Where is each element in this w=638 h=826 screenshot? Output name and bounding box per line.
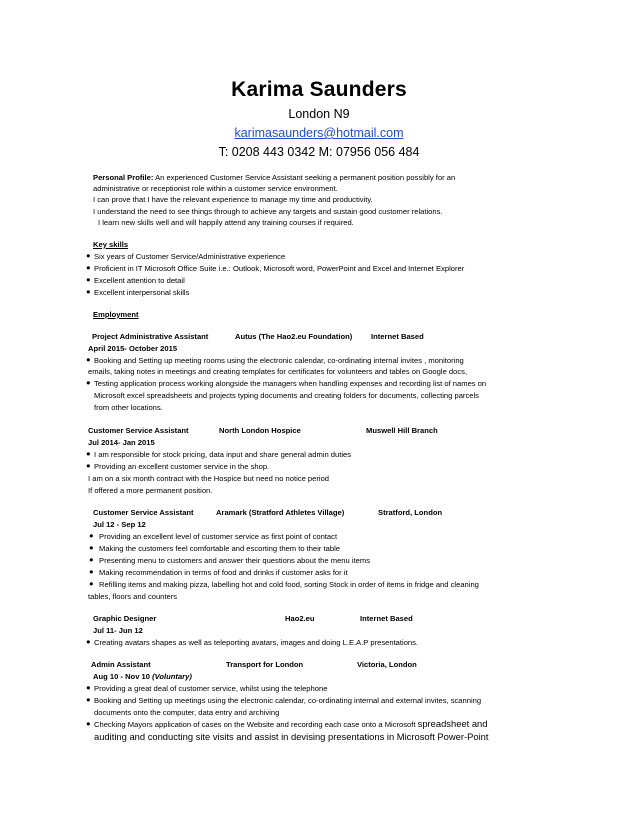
profile-line-3: I can prove that I have the relevant experience to manage my time and productivity.: [93, 195, 373, 204]
bullet-icon: ●: [86, 287, 91, 296]
job-duty-line: Booking and Setting up meetings using the electronic calendar, co-ordinating internal and external invites, scanning: [94, 696, 482, 705]
profile-line-5: I learn new skills well and will happily attend any training courses if required.: [98, 218, 354, 227]
employment-heading: Employment: [93, 310, 139, 319]
job-duty-line: Making the customers feel comfortable and escorting them to their table: [99, 544, 341, 553]
phone-numbers: T: 0208 443 0342 M: 07956 056 484: [218, 145, 420, 159]
job-dates: Jul 12 - Sep 12: [93, 520, 146, 529]
job-employer: Autus (The Hao2.eu Foundation): [235, 332, 353, 341]
skill-item: Six years of Customer Service/Administrative experience: [94, 252, 286, 261]
candidate-name: Karima Saunders: [231, 78, 407, 101]
candidate-location: London N9: [288, 107, 350, 121]
job-duty-line: documents onto the computer, data entry and archiving: [94, 708, 280, 717]
bullet-icon: ●: [86, 378, 91, 387]
bullet-icon: ●: [86, 719, 91, 728]
job-dates: April 2015- October 2015: [88, 344, 178, 353]
job-duty-line: Providing an excellent customer service in the shop.: [94, 462, 270, 471]
job-duty-line: I am responsible for stock pricing, data input and share general admin duties: [94, 450, 352, 459]
job-duty-line: Making recommendation in terms of food and drinks if customer asks for it: [99, 568, 348, 577]
bullet-icon: ●: [86, 449, 91, 458]
job-title: Admin Assistant: [91, 660, 151, 669]
job-duty-line: Booking and Setting up meeting rooms using the electronic calendar, co-ordinating internal invites , monitoring: [94, 356, 464, 365]
bullet-icon: ●: [86, 355, 91, 364]
job-location: Internet Based: [360, 614, 413, 623]
job-duty-line: emails, taking notes in meetings and creating templates for certificates for volunteers and tables on Google docs,: [88, 367, 468, 376]
key-skills-heading: Key skills: [93, 240, 129, 249]
job-employer: North London Hospice: [219, 426, 301, 435]
job-duty-line: from other locations.: [94, 403, 163, 412]
bullet-icon: ●: [89, 555, 94, 564]
bullet-icon: ●: [86, 263, 91, 272]
skill-item: Excellent attention to detail: [94, 276, 185, 285]
bullet-icon: ●: [86, 251, 91, 260]
job-location: Internet Based: [371, 332, 424, 341]
job-duty-line: tables, floors and counters: [88, 592, 178, 601]
job-duty-line: If offered a more permanent position.: [88, 486, 213, 495]
bullet-icon: ●: [86, 695, 91, 704]
job-dates: Jul 2014- Jan 2015: [88, 438, 155, 447]
skill-item: Proficient in IT Microsoft Office Suite i.e.: Outlook, Microsoft word, PowerPoint and Excel and Internet Explorer: [94, 264, 465, 273]
job-duty-line-large: spreadsheet and: [417, 718, 488, 729]
bullet-icon: ●: [86, 461, 91, 470]
job-title: Customer Service Assistant: [93, 508, 194, 517]
job-duty-line: Providing an excellent level of customer service as first point of contact: [99, 532, 338, 541]
job-dates: [93, 672, 192, 682]
job-title: Graphic Designer: [93, 614, 157, 623]
profile-text-1: An experienced Customer Service Assistant seeking a permanent position possibly for an: [155, 173, 456, 182]
job-duty-line: Creating avatars shapes as well as teleporting avatars, images and doing L.E.A.P presentations.: [94, 638, 419, 647]
bullet-icon: ●: [89, 543, 94, 552]
bullet-icon: ●: [89, 567, 94, 576]
job-location: Muswell Hill Branch: [366, 426, 438, 435]
job-title: Customer Service Assistant: [88, 426, 189, 435]
job-title: Project Administrative Assistant: [92, 332, 209, 341]
job-duty-line: Presenting menu to customers and answer their questions about the menu items: [99, 556, 370, 565]
job-duty-line: I am on a six month contract with the Hospice but need no notice period: [88, 474, 330, 483]
job-dates: Jul 11- Jun 12: [93, 626, 143, 635]
profile-label: Personal Profile:: [93, 173, 154, 182]
job-dates-note: (Voluntary): [152, 672, 192, 681]
profile-line-1: [93, 173, 455, 183]
job-duty-line: Testing application process working alongside the managers when handling expenses and recording list of names on: [94, 379, 487, 388]
bullet-icon: ●: [89, 579, 94, 588]
email-link[interactable]: karimasaunders@hotmail.com: [234, 126, 404, 140]
job-duty-line: Microsoft excel spreadsheets and projects typing documents and creating folders for documents, collecting parcels: [94, 391, 479, 400]
skill-item: Excellent interpersonal skills: [94, 288, 190, 297]
job-location: Stratford, London: [378, 508, 443, 517]
job-duty-line: Providing a great deal of customer service, whilst using the telephone: [94, 684, 328, 693]
profile-line-2: administrative or receptionist role within a customer service environment.: [93, 184, 338, 193]
job-location: Victoria, London: [357, 660, 417, 669]
profile-line-4: I understand the need to see things through to achieve any targets and sustain good customer relations.: [93, 207, 443, 216]
job-duty-line-mixed: [94, 719, 488, 730]
job-duty-line-large: auditing and conducting site visits and assist in devising presentations in Microsoft Power-Point: [94, 731, 489, 742]
job-employer: Aramark (Stratford Athletes Village): [216, 508, 345, 517]
job-duty-line: Checking Mayors application of cases on the Website and recording each case onto a Microsoft: [94, 720, 416, 729]
bullet-icon: ●: [86, 275, 91, 284]
job-employer: Hao2.eu: [285, 614, 315, 623]
bullet-icon: ●: [89, 531, 94, 540]
job-duty-line: Refilling items and making pizza, labelling hot and cold food, sorting Stock in order of items in fridge and cleaning: [99, 580, 479, 589]
bullet-icon: ●: [86, 637, 91, 646]
bullet-icon: ●: [86, 683, 91, 692]
job-employer: Transport for London: [226, 660, 304, 669]
job-dates-range: Aug 10 - Nov 10: [93, 672, 150, 681]
